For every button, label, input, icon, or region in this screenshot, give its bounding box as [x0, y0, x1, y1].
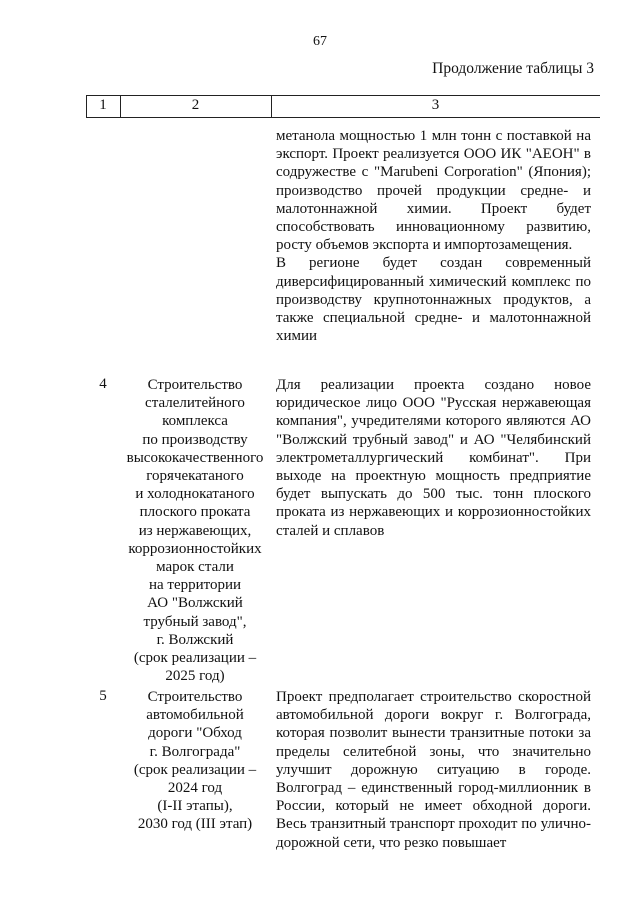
- row-name-line: (срок реализации –: [133, 761, 257, 778]
- row-name-line: коррозионностойких: [128, 540, 262, 557]
- description-paragraph: Для реализации проекта создано новое юридическое лицо ООО "Русская нержавеющая компания", учредителями которого являются АО "Волжский трубный завод" и АО "Челябинский электрометаллургический комбинат". При выходе на проектную мощность предприятие будет выпускать до 500 тыс. тонн плоского проката из нержавеющих и коррозионностойких сталей и сплавов: [276, 377, 591, 539]
- row-name-line: автомобильной: [146, 707, 244, 724]
- page-number: 67: [313, 34, 327, 49]
- table-header-bottom-rule: [86, 117, 600, 118]
- row-name-line: на территории: [148, 577, 242, 594]
- row-name-line: 2025 год): [165, 668, 225, 685]
- row-name-line: АО "Волжский: [147, 595, 243, 612]
- row-number: 5: [99, 688, 107, 704]
- row-name-line: сталелитейного: [145, 395, 245, 412]
- row-name-line: трубный завод",: [143, 613, 247, 630]
- row-description: [276, 127, 591, 345]
- description-paragraph: В регионе будет создан современный диверсифицированный химический комплекс по производству крупнотоннажных продуктов, а также специальной средне- и малотоннажной химии: [276, 255, 591, 345]
- row-name-line: г. Волгограда": [149, 743, 241, 760]
- row-name-line: 2024 год: [167, 780, 223, 797]
- row-name-line: 2030 год (III этап): [137, 816, 253, 833]
- row-name-line: по производству: [142, 431, 248, 448]
- description-paragraph: метанола мощностью 1 млн тонн с поставкой на экспорт. Проект реализуется ООО ИК "АЕОН" в содружестве с "Marubeni Corporation" (Япония); производство прочей продукции средне- и малотоннажной химии. Проект будет способствовать инновационному развитию, росту объемов экспорта и импортозамещения.: [276, 128, 591, 254]
- row-name: [122, 376, 268, 685]
- row-name-line: Строительство: [147, 377, 243, 393]
- row-name-line: из нержавеющих,: [138, 522, 252, 539]
- row-name-line: Строительство: [147, 689, 243, 705]
- row-name-line: (срок реализации –: [133, 650, 257, 667]
- row-name-line: г. Волжский: [156, 631, 234, 648]
- table-header-top-rule: [86, 95, 600, 96]
- header-col-1: 1: [99, 97, 107, 113]
- row-name-line: марок стали: [156, 559, 234, 576]
- table-continuation-label: Продолжение таблицы 3: [432, 60, 594, 77]
- row-name-line: высококачественного: [126, 449, 264, 466]
- row-description: [276, 376, 591, 540]
- row-name-line: (I-II этапы),: [157, 798, 233, 815]
- row-name-line: горячекатаного: [146, 468, 244, 485]
- row-name: [122, 688, 268, 834]
- description-paragraph: Проект предполагает строительство скоростной автомобильной дороги вокруг г. Волгограда, которая позволит вынести транзитные потоки за пределы селитебной зоны, что значительно улучшит дорожную ситуацию в городе. Волгоград – единственный город-миллионник в России, который не имеет обходной дороги. Весь транзитный транспорт проходит по улично-дорожной сети, что резко повышает: [276, 689, 591, 851]
- header-col-2: 2: [191, 97, 200, 113]
- row-name-line: дороги "Обход: [148, 725, 242, 742]
- row-number: 4: [99, 376, 107, 392]
- row-name-line: и холоднокатаного: [135, 486, 255, 503]
- row-name-line: комплекса: [162, 413, 228, 430]
- header-col-3: 3: [431, 97, 440, 113]
- row-description: [276, 688, 591, 852]
- row-name-line: плоского проката: [139, 504, 251, 521]
